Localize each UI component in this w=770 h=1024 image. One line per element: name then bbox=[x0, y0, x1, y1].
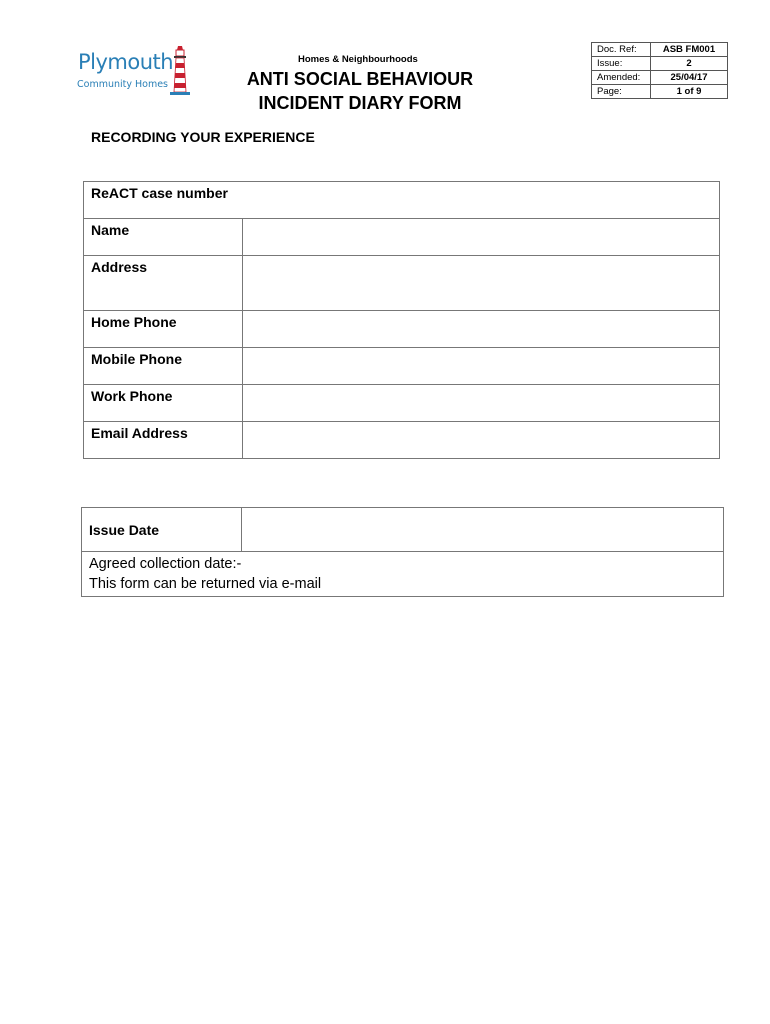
docref-row bbox=[592, 57, 728, 71]
document-reference-table bbox=[591, 42, 728, 99]
company-logo bbox=[74, 42, 204, 98]
case-number-row bbox=[84, 182, 720, 219]
case-number-label: ReACT case number bbox=[91, 185, 228, 201]
email-address-field[interactable] bbox=[243, 422, 720, 459]
personal-details-table bbox=[83, 181, 720, 459]
section-heading: RECORDING YOUR EXPERIENCE bbox=[91, 129, 315, 145]
work-phone-field[interactable] bbox=[243, 385, 720, 422]
address-label: Address bbox=[84, 256, 243, 311]
docref-value: 25/04/17 bbox=[651, 71, 728, 85]
table-row bbox=[82, 508, 724, 552]
table-row bbox=[84, 385, 720, 422]
form-title-line-2: INCIDENT DIARY FORM bbox=[258, 93, 462, 113]
table-row bbox=[82, 552, 724, 597]
home-phone-label: Home Phone bbox=[84, 311, 243, 348]
docref-row bbox=[592, 71, 728, 85]
logo-text-community-homes: Community Homes bbox=[77, 79, 169, 90]
table-row bbox=[84, 219, 720, 256]
collection-date-text: Agreed collection date:- bbox=[89, 556, 242, 572]
issue-date-table bbox=[81, 507, 724, 597]
docref-value: ASB FM001 bbox=[651, 43, 728, 57]
name-field[interactable] bbox=[243, 219, 720, 256]
issue-date-field[interactable] bbox=[242, 508, 724, 552]
mobile-phone-label: Mobile Phone bbox=[84, 348, 243, 385]
table-row bbox=[84, 422, 720, 459]
docref-key: Amended: bbox=[592, 71, 651, 85]
table-row bbox=[84, 256, 720, 311]
docref-row bbox=[592, 85, 728, 99]
email-address-label: Email Address bbox=[84, 422, 243, 459]
table-row bbox=[84, 348, 720, 385]
docref-key: Doc. Ref: bbox=[592, 43, 651, 57]
logo-text-plymouth: Plymouth bbox=[78, 50, 174, 74]
name-label: Name bbox=[84, 219, 243, 256]
department-name: Homes & Neighbourhoods bbox=[298, 54, 418, 65]
work-phone-label: Work Phone bbox=[84, 385, 243, 422]
docref-value: 1 of 9 bbox=[651, 85, 728, 99]
docref-key: Issue: bbox=[592, 57, 651, 71]
docref-key: Page: bbox=[592, 85, 651, 99]
lighthouse-icon bbox=[168, 44, 192, 96]
issue-date-label: Issue Date bbox=[82, 508, 242, 552]
mobile-phone-field[interactable] bbox=[243, 348, 720, 385]
table-row bbox=[84, 311, 720, 348]
return-method-text: This form can be returned via e-mail bbox=[89, 576, 322, 592]
collection-notes bbox=[82, 552, 724, 597]
home-phone-field[interactable] bbox=[243, 311, 720, 348]
docref-value: 2 bbox=[651, 57, 728, 71]
case-number-field[interactable] bbox=[84, 182, 720, 219]
docref-row bbox=[592, 43, 728, 57]
form-title-line-1: ANTI SOCIAL BEHAVIOUR bbox=[246, 69, 474, 89]
address-field[interactable] bbox=[243, 256, 720, 311]
